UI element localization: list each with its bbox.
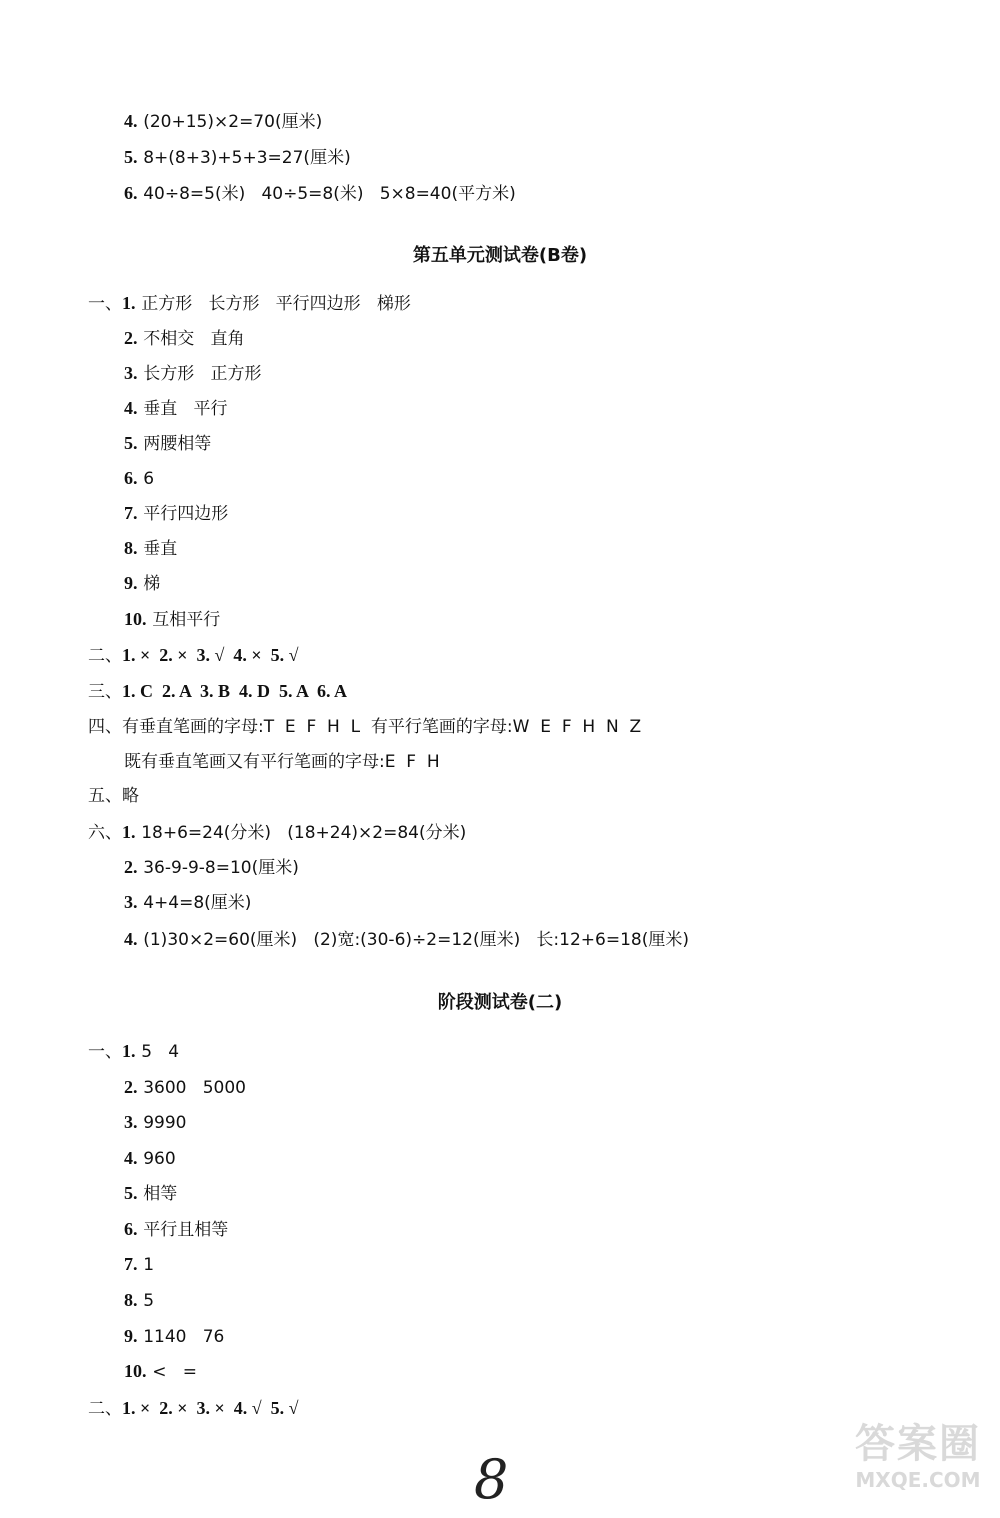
answer-line: 五、略	[88, 786, 139, 806]
page-number: 8	[474, 1448, 509, 1511]
answer-line: 3. 4+4=8(厘米)	[124, 892, 252, 913]
answer-line: 3. 9990	[124, 1112, 187, 1133]
answer-line: 2. 36-9-9-8=10(厘米)	[124, 857, 299, 878]
answer-line: 7. 1	[124, 1254, 155, 1275]
answer-line: 4. (20+15)×2=70(厘米)	[124, 111, 323, 132]
answer-line: 10. < =	[124, 1361, 197, 1382]
answer-line: 4. 垂直 平行	[124, 398, 228, 419]
answer-line: 既有垂直笔画又有平行笔画的字母:E F H	[124, 752, 440, 772]
answer-line: 5. 8+(8+3)+5+3=27(厘米)	[124, 147, 351, 168]
answer-line: 2. 不相交 直角	[124, 328, 245, 349]
answer-line: 4. 960	[124, 1148, 176, 1169]
watermark-url: MXQE.COM	[855, 1468, 981, 1492]
answer-line: 6. 平行且相等	[124, 1219, 229, 1240]
answer-line: 二、1. × 2. × 3. × 4. √ 5. √	[88, 1398, 299, 1419]
answer-line: 6. 40÷8=5(米) 40÷5=8(米) 5×8=40(平方米)	[124, 183, 516, 204]
answer-line: 6. 6	[124, 468, 155, 489]
answer-line: 四、有垂直笔画的字母:T E F H L 有平行笔画的字母:W E F H N Z	[88, 717, 642, 737]
section-title: 第五单元测试卷(B卷)	[412, 245, 588, 266]
watermark-text: 答案圈	[855, 1421, 981, 1467]
answer-line: 一、1. 正方形 长方形 平行四边形 梯形	[88, 293, 411, 314]
answer-line: 9. 梯	[124, 573, 161, 594]
answer-line: 一、1. 5 4	[88, 1041, 180, 1062]
section-title: 阶段测试卷(二)	[437, 992, 563, 1013]
answer-line: 三、1. C 2. A 3. B 4. D 5. A 6. A	[88, 681, 348, 702]
answer-line: 9. 1140 76	[124, 1326, 225, 1347]
answer-line: 10. 互相平行	[124, 609, 221, 630]
answer-line: 3. 长方形 正方形	[124, 363, 262, 384]
answer-line: 7. 平行四边形	[124, 503, 229, 524]
answer-line: 二、1. × 2. × 3. √ 4. × 5. √	[88, 645, 299, 666]
answer-line: 4. (1)30×2=60(厘米) (2)宽:(30-6)÷2=12(厘米) 长:12+6=18(厘米)	[124, 929, 689, 950]
answer-line: 5. 两腰相等	[124, 433, 212, 454]
answer-line: 8. 垂直	[124, 538, 178, 559]
answer-line: 2. 3600 5000	[124, 1077, 246, 1098]
answer-line: 六、1. 18+6=24(分米) (18+24)×2=84(分米)	[88, 822, 467, 843]
watermark-logo	[848, 1420, 988, 1500]
answer-line: 5. 相等	[124, 1183, 178, 1204]
answer-line: 8. 5	[124, 1290, 155, 1311]
